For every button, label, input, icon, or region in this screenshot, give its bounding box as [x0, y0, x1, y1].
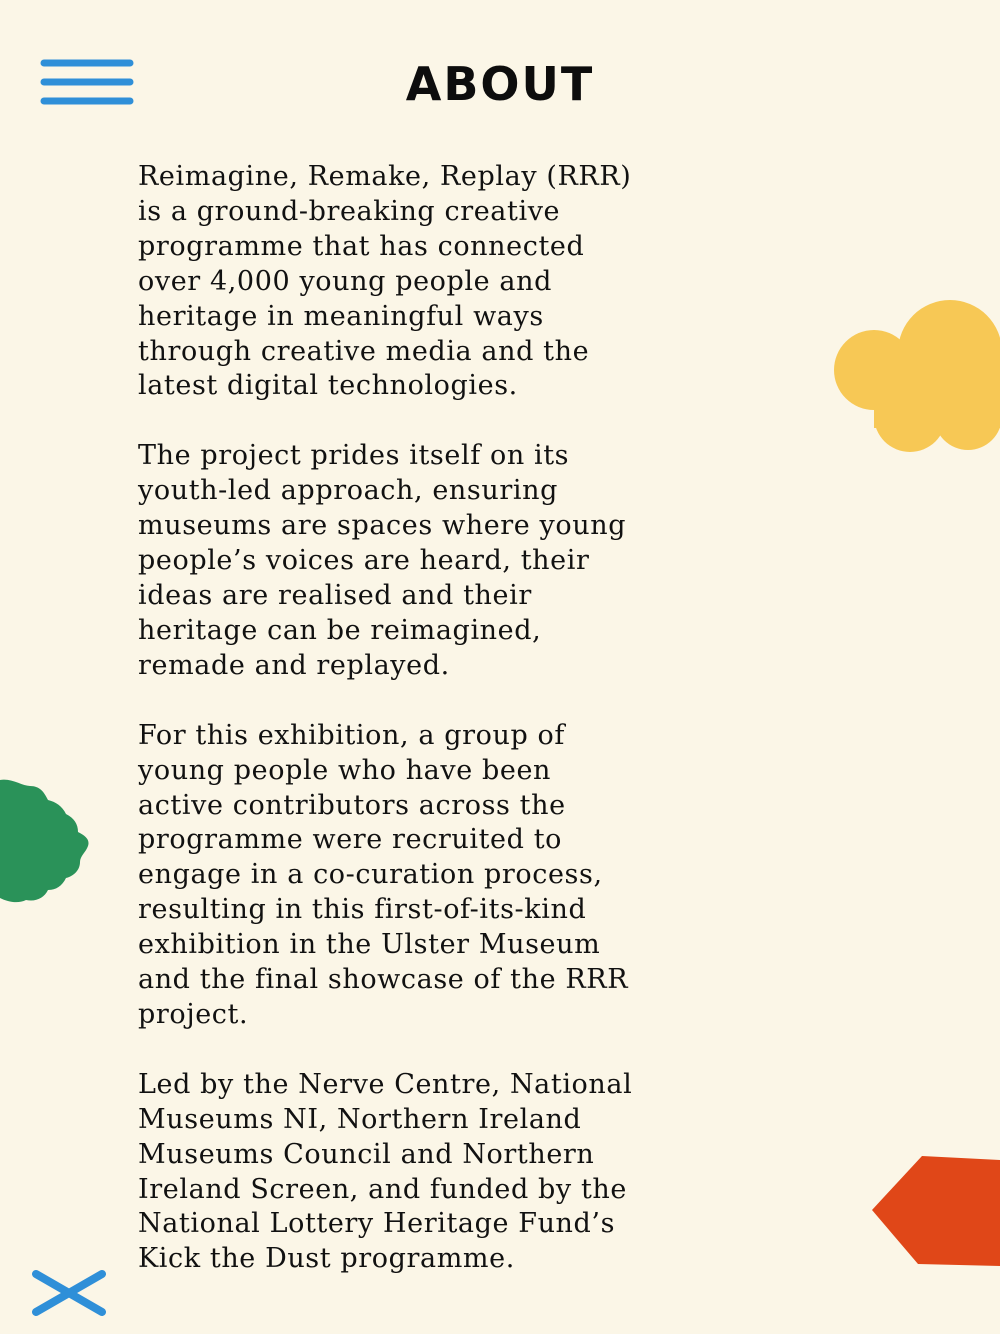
text-line: Museums NI, Northern Ireland	[138, 1103, 582, 1135]
text-line: National Lottery Heritage Fund’s	[138, 1208, 616, 1240]
text-line: heritage in meaningful ways	[138, 300, 544, 332]
text-line: The project prides itself on its	[138, 440, 570, 472]
orange-hexagon-shape	[870, 1154, 1000, 1268]
about-paragraph	[138, 1068, 818, 1277]
text-line: latest digital technologies.	[138, 370, 518, 402]
text-line: is a ground-breaking creative	[138, 195, 561, 227]
text-line: engage in a co-curation process,	[138, 859, 603, 891]
text-line: people’s voices are heard, their	[138, 545, 590, 577]
about-content	[138, 160, 818, 1312]
text-line: ideas are realised and their	[138, 579, 532, 611]
text-line: For this exhibition, a group of	[138, 719, 565, 751]
text-line: over 4,000 young people and	[138, 265, 552, 297]
text-line: project.	[138, 998, 249, 1030]
text-line: Reimagine, Remake, Replay (RRR)	[138, 161, 632, 192]
green-scalloped-shape	[0, 778, 92, 904]
text-line: programme were recruited to	[138, 824, 562, 856]
text-line: Museums Council and Northern	[138, 1138, 595, 1170]
close-x-icon	[30, 1268, 108, 1318]
text-line: through creative media and the	[138, 335, 590, 367]
text-line: Kick the Dust programme.	[138, 1243, 515, 1275]
text-line: resulting in this first-of-its-kind	[138, 894, 587, 926]
text-line: programme that has connected	[138, 230, 585, 262]
text-line: museums are spaces where young	[138, 510, 627, 542]
close-button[interactable]	[30, 1268, 108, 1318]
text-line: active contributors across the	[138, 789, 566, 821]
text-line: youth-led approach, ensuring	[138, 475, 558, 507]
yellow-cloud-shape	[828, 298, 1000, 456]
text-line: young people who have been	[138, 754, 552, 786]
text-line: Led by the Nerve Centre, National	[138, 1068, 633, 1100]
text-line: Ireland Screen, and funded by the	[138, 1173, 627, 1205]
about-paragraph	[138, 439, 818, 683]
text-line: exhibition in the Ulster Museum	[138, 929, 601, 961]
text-line: remade and replayed.	[138, 649, 450, 681]
about-paragraph	[138, 160, 818, 404]
about-paragraph	[138, 719, 818, 1033]
page-title: ABOUT	[405, 57, 595, 111]
text-line: heritage can be reimagined,	[138, 614, 542, 646]
text-line: and the final showcase of the RRR	[138, 964, 629, 996]
